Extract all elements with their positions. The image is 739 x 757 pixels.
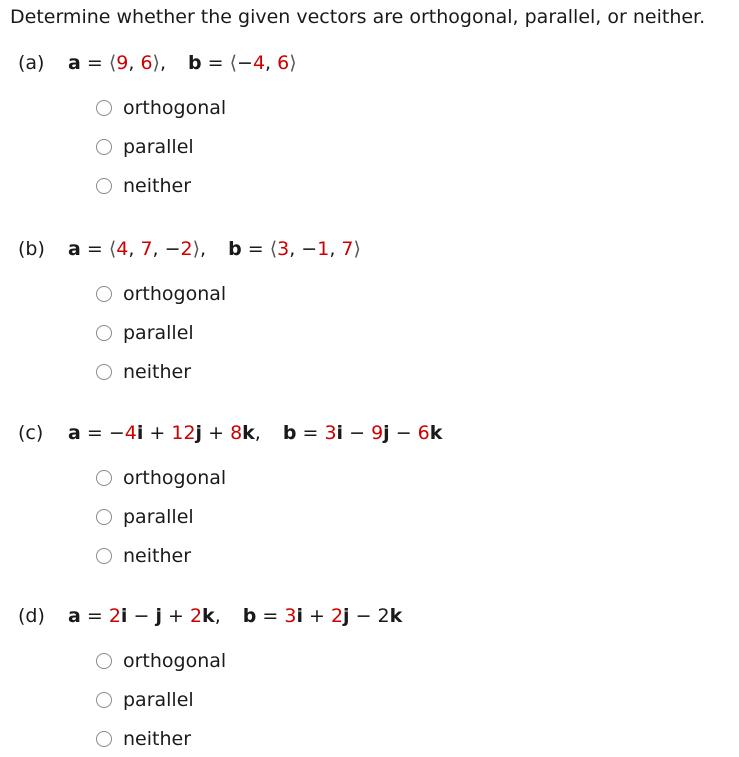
radio-button[interactable] — [96, 325, 112, 341]
option-label: orthogonal — [123, 97, 227, 119]
option-parallel[interactable] — [96, 135, 194, 159]
option-orthogonal[interactable] — [96, 282, 226, 306]
option-orthogonal[interactable] — [96, 96, 226, 120]
part-label: (b) — [18, 238, 45, 260]
vector-b: b = ⟨−4, 6⟩ — [188, 52, 297, 74]
option-label: parallel — [123, 136, 194, 158]
vector-a: a = ⟨4, 7, −2⟩, — [68, 238, 207, 260]
vector-a: a = 2i − j + 2k, — [68, 605, 221, 627]
vector-equation — [68, 52, 297, 74]
question-prompt: Determine whether the given vectors are orthogonal, parallel, or neither. — [10, 6, 706, 28]
vector-a: a = ⟨9, 6⟩, — [68, 52, 166, 74]
option-neither[interactable] — [96, 174, 191, 198]
radio-button[interactable] — [96, 100, 112, 116]
option-neither[interactable] — [96, 360, 191, 384]
vector-b: b = ⟨3, −1, 7⟩ — [228, 238, 361, 260]
radio-button[interactable] — [96, 178, 112, 194]
option-neither[interactable] — [96, 544, 191, 568]
option-label: neither — [123, 728, 192, 750]
radio-button[interactable] — [96, 364, 112, 380]
radio-button[interactable] — [96, 653, 112, 669]
radio-button[interactable] — [96, 731, 112, 747]
vector-a: a = −4i + 12j + 8k, — [68, 422, 261, 444]
radio-button[interactable] — [96, 509, 112, 525]
radio-button[interactable] — [96, 286, 112, 302]
option-orthogonal[interactable] — [96, 466, 226, 490]
vector-b: b = 3i − 9j − 6k — [282, 422, 443, 444]
vector-equation — [68, 605, 402, 627]
radio-button[interactable] — [96, 548, 112, 564]
radio-button[interactable] — [96, 692, 112, 708]
option-neither[interactable] — [96, 727, 191, 751]
option-orthogonal[interactable] — [96, 649, 226, 673]
option-label: parallel — [123, 689, 194, 711]
option-label: neither — [123, 175, 192, 197]
option-parallel[interactable] — [96, 688, 194, 712]
option-label: parallel — [123, 506, 194, 528]
option-label: parallel — [123, 322, 194, 344]
vector-equation — [68, 422, 442, 444]
option-label: orthogonal — [123, 650, 227, 672]
option-label: orthogonal — [123, 467, 227, 489]
radio-button[interactable] — [96, 470, 112, 486]
option-label: orthogonal — [123, 283, 227, 305]
part-label: (a) — [18, 52, 45, 74]
option-parallel[interactable] — [96, 321, 194, 345]
part-label: (d) — [18, 605, 45, 627]
option-label: neither — [123, 545, 192, 567]
option-parallel[interactable] — [96, 505, 194, 529]
option-label: neither — [123, 361, 192, 383]
part-label: (c) — [18, 422, 44, 444]
vector-equation — [68, 238, 361, 260]
vector-b: b = 3i + 2j − 2k — [242, 605, 403, 627]
radio-button[interactable] — [96, 139, 112, 155]
